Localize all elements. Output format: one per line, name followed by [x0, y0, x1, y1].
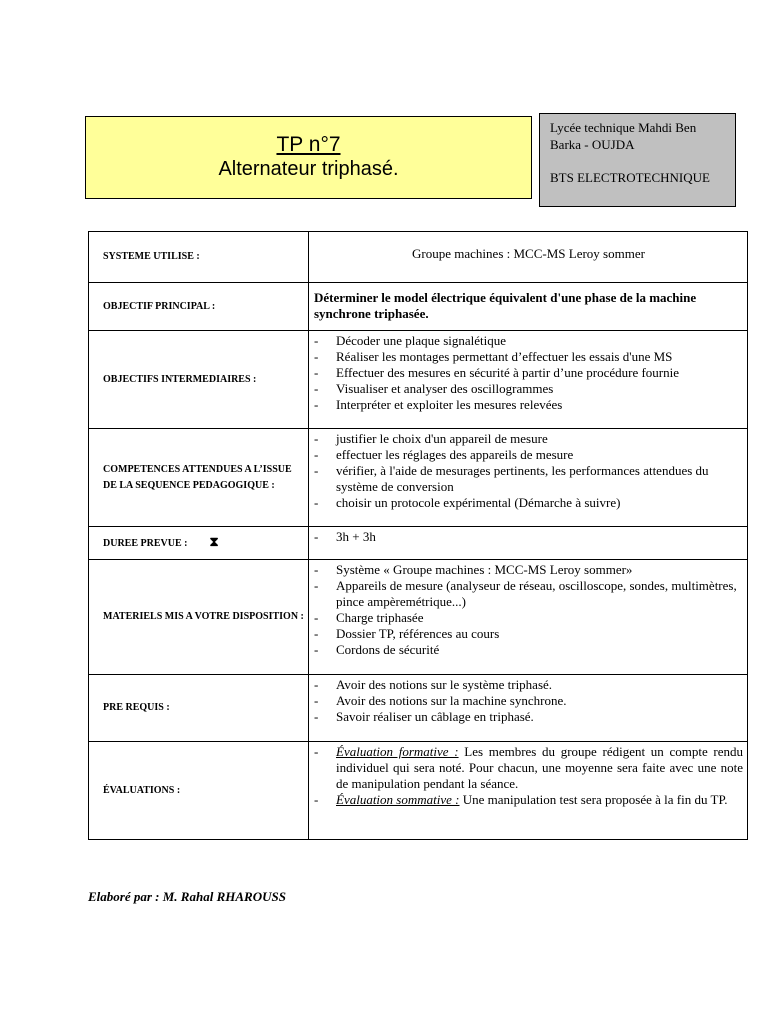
- list-item: [314, 792, 743, 808]
- hourglass-icon: ⧗: [209, 534, 219, 549]
- title-box: [85, 116, 532, 199]
- list-item: - Décoder une plaque signalétique: [314, 333, 743, 349]
- row-label-objectifs-intermediaires: OBJECTIFS INTERMEDIAIRES :: [103, 373, 257, 385]
- list-item: - vérifier, à l'aide de mesurages pertinents, les performances attendues du système de conversion: [314, 463, 743, 495]
- evaluations-list: [314, 744, 743, 808]
- table-row-objectif: [89, 283, 748, 331]
- row-label-materiels: MATERIELS MIS A VOTRE DISPOSITION :: [103, 611, 304, 622]
- list-item: [314, 744, 743, 792]
- row-label-objectif: OBJECTIF PRINCIPAL :: [103, 300, 216, 312]
- school-box: [539, 113, 736, 207]
- row-label-competences: COMPETENCES ATTENDUES A L’ISSUE DE LA SEQUENCE PEDAGOGIQUE :: [103, 463, 292, 491]
- list-item: - Dossier TP, références au cours: [314, 626, 743, 642]
- list-item: - justifier le choix d'un appareil de mesure: [314, 431, 743, 447]
- list-item: - choisir un protocole expérimental (Démarche à suivre): [314, 495, 743, 511]
- list-item: - Effectuer des mesures en sécurité à partir d’une procédure fournie: [314, 365, 743, 381]
- list-item: - Avoir des notions sur le système triphasé.: [314, 677, 743, 693]
- list-item: - effectuer les réglages des appareils de mesure: [314, 447, 743, 463]
- table-row-prerequis: [89, 675, 748, 742]
- table-row-evaluations: [89, 742, 748, 840]
- prerequis-list: [314, 677, 743, 725]
- list-item: - Charge triphasée: [314, 610, 743, 626]
- tp-title: Alternateur triphasé.: [218, 158, 399, 180]
- list-item: - Visualiser et analyser des oscillogrammes: [314, 381, 743, 397]
- table-row-systeme: [89, 232, 748, 283]
- table-row-objectifs-intermediaires: [89, 331, 748, 429]
- list-item: - Avoir des notions sur la machine synchrone.: [314, 693, 743, 709]
- list-item: - 3h + 3h: [314, 529, 743, 545]
- row-label-duree: DUREE PREVUE :: [103, 538, 188, 549]
- spec-table: [88, 231, 748, 840]
- row-label-systeme: SYSTEME UTILISE :: [103, 251, 200, 262]
- table-row-duree: [89, 527, 748, 560]
- competences-list: [314, 431, 743, 511]
- program-name: BTS ELECTROTECHNIQUE: [550, 170, 710, 185]
- list-item: - Réaliser les montages permettant d’effectuer les essais d'une MS: [314, 349, 743, 365]
- evaluation-formative-text: Les membres du groupe rédigent un compte rendu individuel qui sera noté. Pour chacun, une moyenne sera faite avec une note de manipulation pendant la séance.: [336, 744, 743, 791]
- row-label-prerequis: PRE REQUIS :: [103, 702, 170, 713]
- duree-list: [314, 529, 743, 545]
- table-row-materiels: [89, 560, 748, 675]
- row-label-evaluations: ÉVALUATIONS :: [103, 784, 181, 796]
- tp-number: TP n°7: [276, 133, 341, 156]
- objectif-value: Déterminer le model électrique équivalent d'une phase de la machine synchrone triphasée.: [314, 290, 697, 321]
- systeme-value: Groupe machines : MCC-MS Leroy sommer: [412, 246, 645, 261]
- evaluation-sommative-text: Une manipulation test sera proposée à la fin du TP.: [462, 792, 728, 807]
- list-item: - Savoir réaliser un câblage en triphasé.: [314, 709, 743, 725]
- materiels-list: [314, 562, 743, 658]
- list-item: - Appareils de mesure (analyseur de réseau, oscilloscope, sondes, multimètres, pince ampèremétrique...): [314, 578, 743, 610]
- evaluation-formative-term: Évaluation formative :: [336, 744, 459, 759]
- objectifs-list: [314, 333, 743, 413]
- list-item: - Interpréter et exploiter les mesures relevées: [314, 397, 743, 413]
- list-item: - Système « Groupe machines : MCC-MS Leroy sommer»: [314, 562, 743, 578]
- table-row-competences: [89, 429, 748, 527]
- evaluation-sommative-term: Évaluation sommative :: [336, 792, 460, 807]
- school-name: Lycée technique Mahdi Ben Barka - OUJDA: [550, 120, 697, 152]
- author-credit: Elaboré par : M. Rahal RHAROUSS: [88, 889, 286, 904]
- list-item: - Cordons de sécurité: [314, 642, 743, 658]
